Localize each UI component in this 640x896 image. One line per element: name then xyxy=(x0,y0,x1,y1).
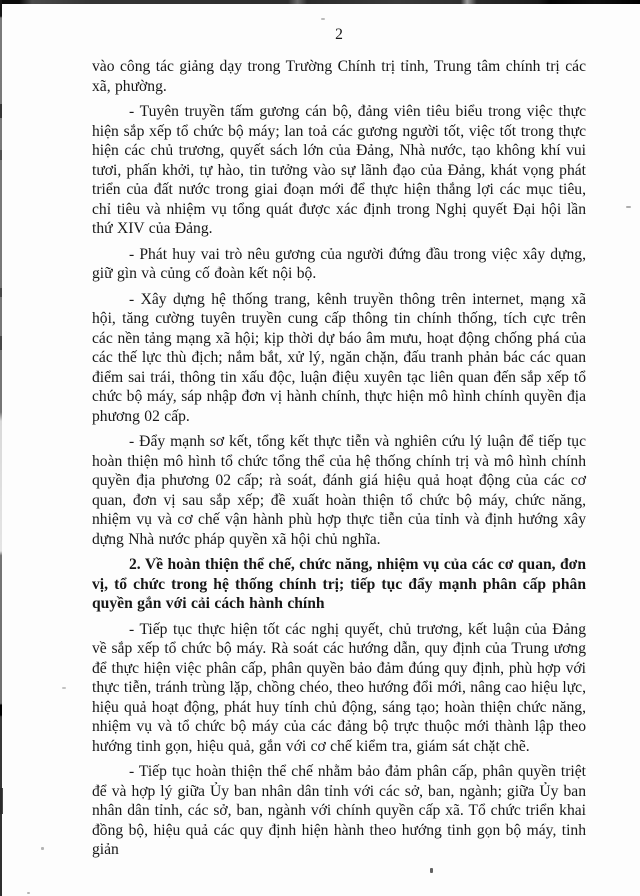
scan-artifact-edge-tick xyxy=(0,288,2,297)
paragraph-bullet-media-channels: - Xây dựng hệ thống trang, kênh truyền thông trên internet, mạng xã hội, tăng cường tuyên truyền cung cấp thông tin chính thống, tích cực trên các nền tảng mạng xã hội; kịp thời dự báo âm mưu, hoạt động chống phá của các thế lực thù địch; nắm bắt, xử lý, ngăn chặn, đấu tranh phản bác các quan điểm sai trái, thông tin xấu độc, luận điệu xuyên tạc liên quan đến sắp xếp tổ chức bộ máy, sáp nhập đơn vị hành chính, thực hiện mô hình chính quyền địa phương 02 cấp. xyxy=(92,290,586,425)
scan-artifact-speck xyxy=(430,868,433,873)
paragraph-bullet-decentralization: - Tiếp tục hoàn thiện thể chế nhằm bảo đảm phân cấp, phân quyền triệt để và hợp lý giữa Ủy ban nhân dân tỉnh với các sở, ban, ngành; giữa Ủy ban nhân dân tỉnh, các sở, ban, ngành với chính quyền cấp xã. Tổ chức triển khai đồng bộ, hiệu quả các quy định hiện hành theo hướng tinh gọn bộ máy, tinh giản xyxy=(92,763,586,858)
paragraph-bullet-leadership-example: - Phát huy vai trò nêu gương của người đứng đầu trong việc xây dựng, giữ gìn và củng cố đoàn kết nội bộ. xyxy=(92,245,586,282)
scan-artifact-speck xyxy=(62,687,66,689)
paragraph-bullet-propaganda: - Tuyên truyền tấm gương cán bộ, đảng viên tiêu biểu trong việc thực hiện sắp xếp tổ chức bộ máy; lan toả các gương người tốt, việc tốt trong thực hiện các chủ trương, quyết sách lớn của Đảng, Nhà nước, tạo không khí vui tươi, phấn khởi, tự hào, tin tưởng vào sự lãnh đạo của Đảng, khát vọng phát triển của đất nước trong giai đoạn mới để thực hiện thắng lợi các mục tiêu, chỉ tiêu và nhiệm vụ tổng quát được xác định trong Nghị quyết Đại hội lần thứ XIV của Đảng. xyxy=(92,103,586,237)
scan-artifact-edge-tick xyxy=(0,104,2,118)
page-number: 2 xyxy=(335,26,343,43)
scan-artifact-speck xyxy=(626,206,631,208)
page-content xyxy=(92,26,586,866)
paragraph-bullet-review-summary: - Đẩy mạnh sơ kết, tổng kết thực tiễn và nghiên cứu lý luận để tiếp tục hoàn thiện mô hình tổ chức tổng thể của hệ thống chính trị và mô hình chính quyền địa phương 02 cấp; rà soát, đánh giá hiệu quả hoạt động của các cơ quan, đơn vị sau sắp xếp; đề xuất hoàn thiện tổ chức bộ máy, chức năng, nhiệm vụ và cơ chế vận hành phù hợp thực tiễn của tỉnh và định hướng xây dựng Nhà nước pháp quyền xã hội chủ nghĩa. xyxy=(92,433,586,548)
scan-artifact-top-bar xyxy=(0,0,640,4)
section-heading-2: 2. Về hoàn thiện thể chế, chức năng, nhiệm vụ của các cơ quan, đơn vị, tổ chức trong hệ thống chính trị; tiếp tục đẩy mạnh phân cấp phân quyền gắn với cải cách hành chính xyxy=(92,556,586,612)
paragraph-continuation: vào công tác giảng dạy trong Trường Chính trị tỉnh, Trung tâm chính trị các xã, phường. xyxy=(92,58,586,95)
scan-artifact-edge-tick xyxy=(0,150,2,160)
scan-artifact-speck xyxy=(321,18,325,20)
scan-artifact-left-edge-line xyxy=(0,0,2,896)
scan-artifact-speck xyxy=(27,892,30,894)
paragraph-bullet-resolutions: - Tiếp tục thực hiện tốt các nghị quyết, chủ trương, kết luận của Đảng về sắp xếp tổ chức bộ máy. Rà soát các hướng dẫn, quy định của Trung ương để thực hiện việc phân cấp, phân quyền bảo đảm đúng quy định, phù hợp với thực tiễn, tránh trùng lặp, chồng chéo, theo hướng đổi mới, nâng cao hiệu lực, hiệu quả hoạt động, phát huy tính chủ động, sáng tạo; hoàn thiện chức năng, nhiệm vụ và tổ chức bộ máy của các đảng bộ trực thuộc mới thành lập theo hướng tinh gọn, hiệu quả, gắn với cơ chế kiểm tra, giám sát chặt chẽ. xyxy=(92,620,586,755)
scan-artifact-edge-tick xyxy=(0,336,2,350)
scan-artifact-speck xyxy=(41,847,44,850)
scan-artifact-edge-tick xyxy=(0,788,3,814)
